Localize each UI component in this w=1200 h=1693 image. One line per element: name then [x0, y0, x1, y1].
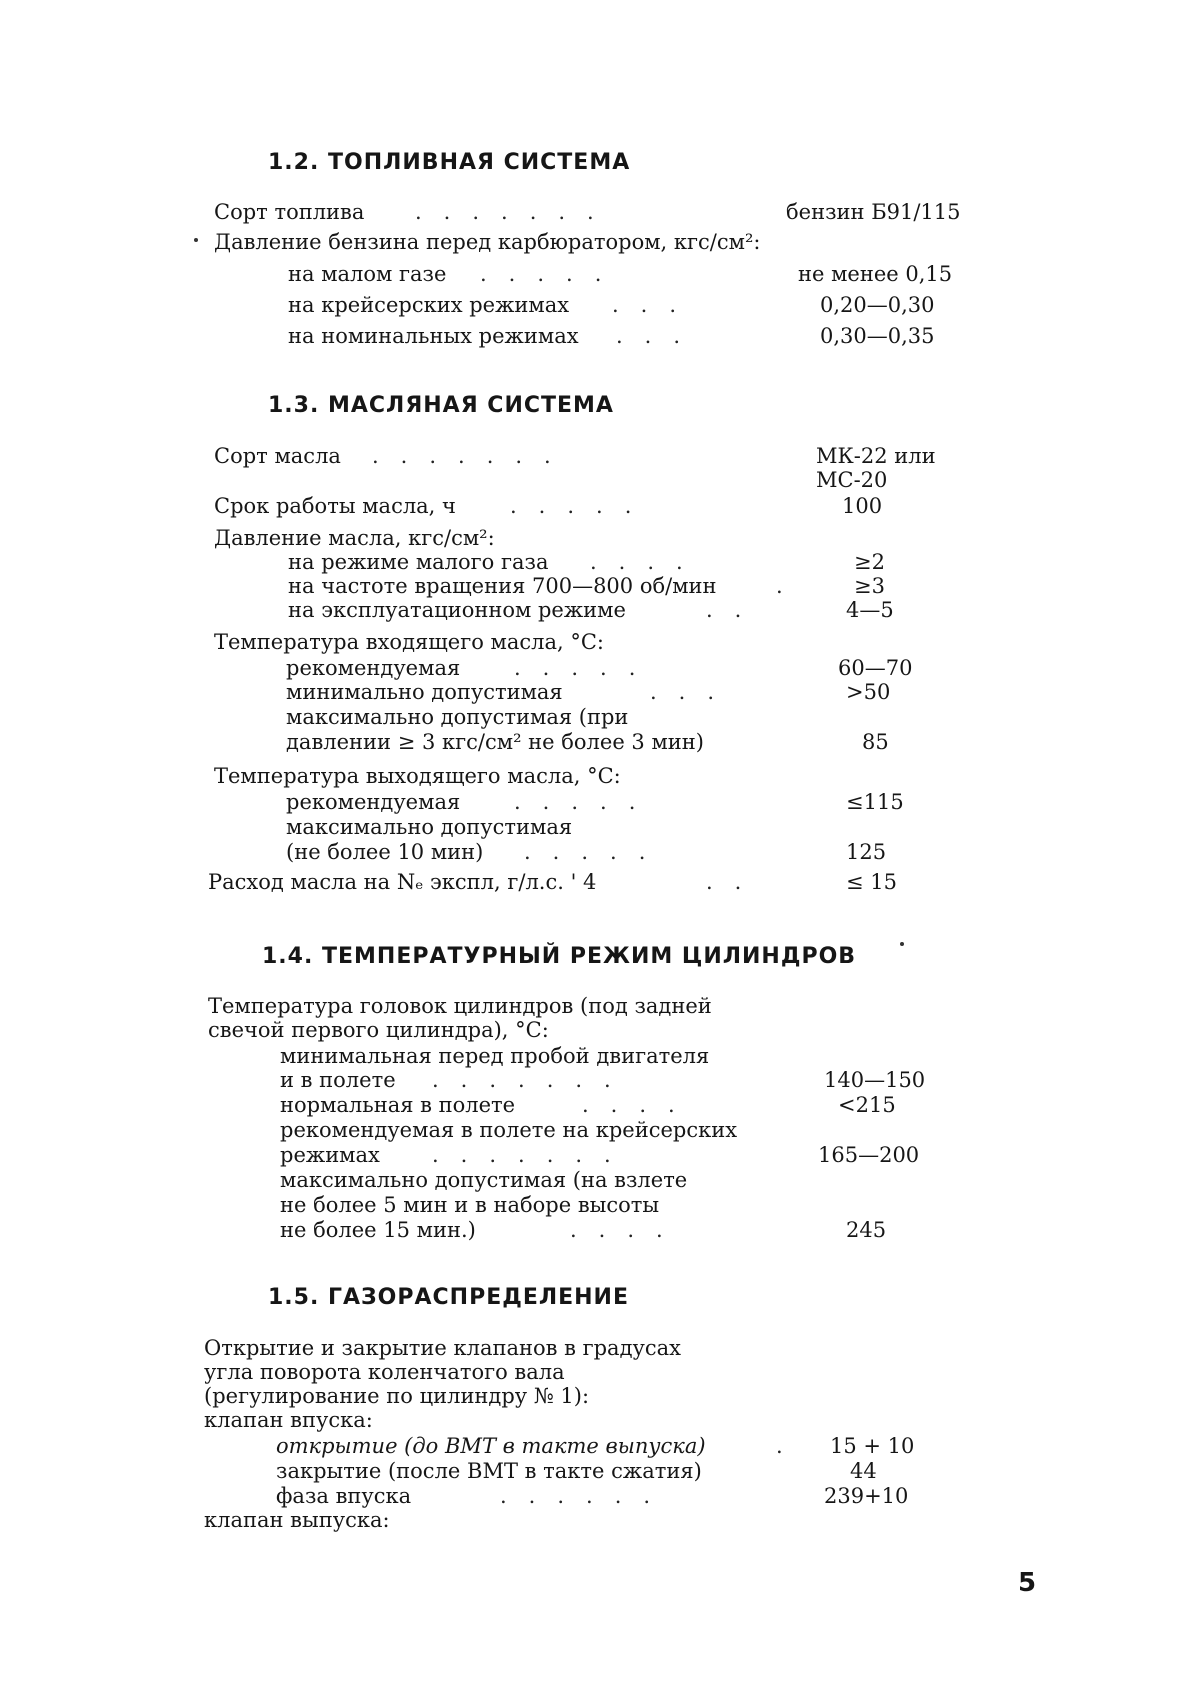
row-label: максимально допустимая (на взлете	[280, 1168, 688, 1192]
leader-dots: .	[776, 574, 805, 598]
row-label: (регулирование по цилиндру № 1):	[204, 1384, 590, 1408]
row-value: ≤ 15	[846, 870, 897, 894]
row-label: Давление масла, кгс/см²:	[214, 526, 495, 550]
row-label: на частоте вращения 700—800 об/мин	[288, 574, 717, 598]
row-value: 239+10	[824, 1484, 909, 1508]
row-value: МК-22 или	[816, 444, 936, 468]
row-label: на малом газе	[288, 262, 447, 286]
row-label: Расход масла на Nₑ экспл, г/л.с. ' 4	[208, 870, 597, 894]
leader-dots: ..	[706, 598, 764, 622]
row-value: ≥2	[854, 550, 885, 574]
row-label: открытие (до ВМТ в такте выпуска)	[276, 1434, 706, 1458]
row-label: рекомендуемая в полете на крейсерских	[280, 1118, 738, 1142]
row-label: рекомендуемая	[286, 790, 461, 814]
row-label: Давление бензина перед карбюратором, кгс/см²:	[214, 230, 761, 254]
row-label: закрытие (после ВМТ в такте сжатия)	[276, 1459, 702, 1483]
leader-dots: .....	[514, 656, 658, 680]
scan-speck	[900, 942, 904, 946]
row-value: 140—150	[824, 1068, 926, 1092]
row-value: 44	[850, 1459, 877, 1483]
leader-dots: ....	[570, 1218, 685, 1242]
row-value: 165—200	[818, 1143, 920, 1167]
row-label: рекомендуемая	[286, 656, 461, 680]
row-label: не более 15 мин.)	[280, 1218, 476, 1242]
leader-dots: ...	[616, 324, 703, 348]
row-label: Температура головок цилиндров (под задней	[208, 994, 712, 1018]
leader-dots: .......	[432, 1068, 633, 1092]
row-label: Открытие и закрытие клапанов в градусах	[204, 1336, 681, 1360]
leader-dots: ...	[612, 293, 699, 317]
scan-speck	[194, 238, 198, 242]
row-label: клапан выпуска:	[204, 1508, 390, 1532]
leader-dots: .......	[372, 444, 573, 468]
row-value: не менее 0,15	[798, 262, 953, 286]
leader-dots: ......	[500, 1484, 673, 1508]
row-label: максимально допустимая (при	[286, 705, 629, 729]
row-label: минимальная перед пробой двигателя	[280, 1044, 710, 1068]
section-heading-valve-timing: 1.5. ГАЗОРАСПРЕДЕЛЕНИЕ	[268, 1285, 630, 1310]
row-value: 125	[846, 840, 887, 864]
row-value: 15 + 10	[830, 1434, 915, 1458]
section-heading-cylinder-temperature: 1.4. ТЕМПЕРАТУРНЫЙ РЕЖИМ ЦИЛИНДРОВ	[262, 944, 857, 969]
row-label: Сорт масла	[214, 444, 341, 468]
row-value: 85	[862, 730, 889, 754]
row-label: Сорт топлива	[214, 200, 365, 224]
row-label: на эксплуатационном режиме	[288, 598, 626, 622]
leader-dots: ....	[590, 550, 705, 574]
section-heading-oil-system: 1.3. МАСЛЯНАЯ СИСТЕМА	[268, 393, 614, 418]
leader-dots: ..	[706, 870, 764, 894]
row-value: ≥3	[854, 574, 885, 598]
leader-dots: ....	[582, 1093, 697, 1117]
row-label: Срок работы масла, ч	[214, 494, 456, 518]
row-label: не более 5 мин и в наборе высоты	[280, 1193, 660, 1217]
leader-dots: .....	[510, 494, 654, 518]
row-label: на крейсерских режимах	[288, 293, 570, 317]
leader-dots: ...	[650, 680, 737, 704]
section-heading-fuel-system: 1.2. ТОПЛИВНАЯ СИСТЕМА	[268, 150, 631, 175]
row-value: <215	[838, 1093, 896, 1117]
row-label: на номинальных режимах	[288, 324, 579, 348]
row-label: Температура выходящего масла, °С:	[214, 764, 621, 788]
leader-dots: .....	[514, 790, 658, 814]
row-label: режимах	[280, 1143, 380, 1167]
row-label: клапан впуска:	[204, 1408, 373, 1432]
row-value: 100	[842, 494, 883, 518]
leader-dots: .	[776, 1434, 805, 1458]
page-number: 5	[1018, 1568, 1037, 1598]
row-value: 245	[846, 1218, 887, 1242]
row-label: угла поворота коленчатого вала	[204, 1360, 565, 1384]
row-label: нормальная в полете	[280, 1093, 516, 1117]
leader-dots: .....	[480, 262, 624, 286]
row-label: свечой первого цилиндра), °С:	[208, 1018, 549, 1042]
row-value: ≤115	[846, 790, 904, 814]
row-label: Температура входящего масла, °С:	[214, 630, 604, 654]
row-value: 60—70	[838, 656, 913, 680]
row-label: на режиме малого газа	[288, 550, 549, 574]
row-label: давлении ≥ 3 кгс/см² не более 3 мин)	[286, 730, 704, 754]
row-label: минимально допустимая	[286, 680, 563, 704]
row-value: бензин Б91/115	[786, 200, 961, 224]
leader-dots: .....	[524, 840, 668, 864]
leader-dots: .......	[415, 200, 616, 224]
row-value: МС-20	[816, 468, 888, 492]
row-value: >50	[846, 680, 891, 704]
row-value: 0,20—0,30	[820, 293, 935, 317]
row-label: и в полете	[280, 1068, 396, 1092]
row-label: максимально допустимая	[286, 815, 573, 839]
row-value: 4—5	[846, 598, 894, 622]
row-label: (не более 10 мин)	[286, 840, 484, 864]
row-value: 0,30—0,35	[820, 324, 935, 348]
row-label: фаза впуска	[276, 1484, 412, 1508]
leader-dots: .......	[432, 1143, 633, 1167]
